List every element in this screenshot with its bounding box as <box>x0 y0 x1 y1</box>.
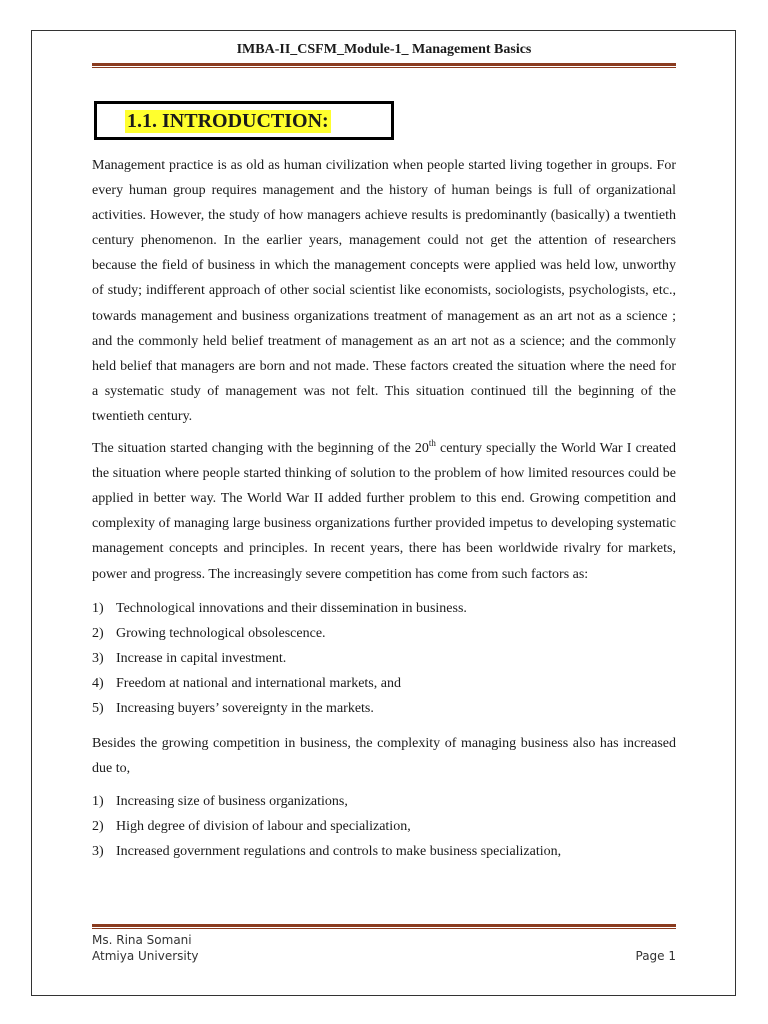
paragraph-2-text-b: century specially the World War I created the situation where people started thinking of solution to the problem of how limited resources could be applied in better way. The World War II added further problem to this end. Growing competition and complexity of managing large business organizations further provided impetus to developing systematic management concepts and principles. In recent years, there has been worldwide rivalry for markets, power and progress. The increasingly severe competition has come from such factors as: <box>92 441 676 582</box>
list-number: 1) <box>92 793 104 809</box>
footer-divider <box>92 924 676 929</box>
list-text: Increase in capital investment. <box>116 651 287 666</box>
list-number: 1) <box>92 600 104 616</box>
list-item <box>92 671 676 696</box>
list-text: High degree of division of labour and specialization, <box>116 819 411 834</box>
paragraph-2-text-a: The situation started changing with the beginning of the 20 <box>92 441 429 457</box>
list-text: Increasing size of business organizations, <box>116 793 348 809</box>
running-header: IMBA-II_CSFM_Module-1_ Management Basics <box>236 42 532 57</box>
paragraph-2 <box>92 436 676 587</box>
header-divider <box>92 63 676 68</box>
list-text: Freedom at national and international markets, and <box>116 676 401 692</box>
ordinal-superscript: th <box>428 438 436 449</box>
list-number: 2) <box>92 625 104 641</box>
list-item <box>92 814 676 839</box>
list-text: Technological innovations and their dissemination in business. <box>116 600 467 616</box>
paragraph-3: Besides the growing competition in business, the complexity of managing business also has increased due to, <box>92 735 676 776</box>
list-number: 3) <box>92 844 104 860</box>
list-item <box>92 621 676 646</box>
list-item <box>92 839 676 864</box>
section-heading: 1.1. INTRODUCTION: <box>127 110 329 132</box>
document-body <box>92 153 676 873</box>
list-item <box>92 789 676 814</box>
list-item <box>92 596 676 621</box>
list-number: 2) <box>92 819 104 834</box>
list-number: 5) <box>92 701 104 717</box>
footer-author: Ms. Rina Somani <box>92 933 192 947</box>
list-text: Increasing buyers’ sovereignty in the markets. <box>116 701 374 717</box>
list-item <box>92 646 676 671</box>
list-text: Increased government regulations and controls to make business specialization, <box>116 844 562 860</box>
list-number: 4) <box>92 676 104 692</box>
page-footer <box>92 932 676 964</box>
paragraph-1: Management practice is as old as human civilization when people started living together in groups. For every human group requires management and the history of human beings is full of organizational activities. However, the study of how managers achieve results is predominantly (basically) a twentieth century phenomenon. In the earlier years, management could not get the attention of researchers because the field of business in which the management concepts were applied was held low, unworthy of study; indifferent approach of other social scientist like economists, sociologists, psychologists, etc., towards management and business organizations treatment of management as an art not as a science ; and the commonly held belief treatment of management as an art not as a science; and the commonly held belief that managers are born and not made. These factors created the situation where the need for a systematic study of management was not felt. This situation continued till the beginning of the twentieth century. <box>92 158 676 424</box>
competition-factors-list <box>92 596 676 722</box>
complexity-factors-list <box>92 789 676 865</box>
list-item <box>92 696 676 721</box>
list-number: 3) <box>92 651 104 666</box>
list-text: Growing technological obsolescence. <box>116 625 326 641</box>
page-number: Page 1 <box>635 949 676 963</box>
footer-institution: Atmiya University <box>92 949 199 963</box>
